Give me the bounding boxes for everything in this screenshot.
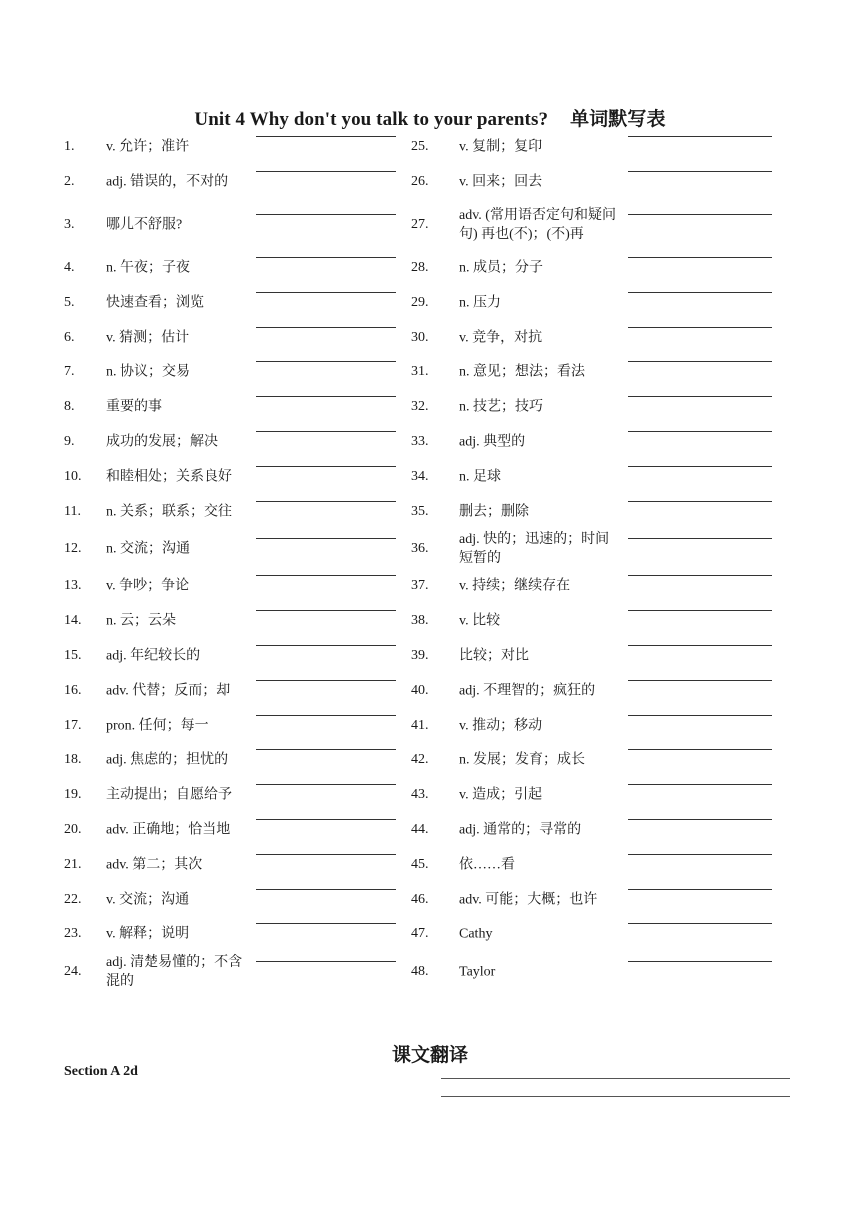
- translation-line[interactable]: [441, 1078, 790, 1079]
- vocab-column-left: [64, 130, 400, 992]
- answer-blank[interactable]: [628, 361, 772, 362]
- item-definition: n. 交流；沟通: [106, 541, 190, 557]
- vocab-row: [64, 708, 400, 743]
- vocab-row: [64, 320, 400, 355]
- item-definition: 和睦相处；关系良好: [106, 469, 232, 485]
- item-number: 9.: [64, 433, 75, 449]
- answer-blank[interactable]: [256, 784, 396, 785]
- item-definition: Cathy: [459, 926, 493, 942]
- item-definition: n. 技艺；技巧: [459, 399, 543, 415]
- answer-blank[interactable]: [628, 396, 772, 397]
- item-number: 22.: [64, 891, 82, 907]
- vocab-row: [64, 130, 400, 165]
- answer-blank[interactable]: [628, 327, 772, 328]
- vocab-row: [411, 673, 776, 708]
- item-number: 41.: [411, 717, 429, 733]
- answer-blank[interactable]: [628, 923, 772, 924]
- vocab-row: [411, 639, 776, 674]
- vocab-column-right: [411, 130, 776, 992]
- vocab-row: [64, 494, 400, 529]
- answer-blank[interactable]: [628, 538, 772, 539]
- vocab-row: [64, 529, 400, 569]
- vocab-row: [64, 673, 400, 708]
- item-number: 29.: [411, 294, 429, 310]
- item-definition: 哪儿不舒服?: [106, 217, 183, 233]
- item-number: 7.: [64, 364, 75, 380]
- vocab-row: [64, 251, 400, 286]
- vocab-row: [411, 355, 776, 390]
- item-number: 19.: [64, 787, 82, 803]
- answer-blank[interactable]: [628, 680, 772, 681]
- item-number: 45.: [411, 856, 429, 872]
- vocab-row: [411, 569, 776, 604]
- answer-blank[interactable]: [256, 575, 396, 576]
- answer-blank[interactable]: [628, 889, 772, 890]
- answer-blank[interactable]: [628, 466, 772, 467]
- vocab-row: [411, 952, 776, 992]
- item-number: 34.: [411, 468, 429, 484]
- answer-blank[interactable]: [628, 961, 772, 962]
- answer-blank[interactable]: [628, 715, 772, 716]
- vocab-row: [411, 743, 776, 778]
- answer-blank[interactable]: [628, 610, 772, 611]
- answer-blank[interactable]: [256, 257, 396, 258]
- item-number: 47.: [411, 926, 429, 942]
- item-definition: adv. 可能；大概；也许: [459, 892, 598, 908]
- item-definition: 快速查看；浏览: [106, 295, 204, 311]
- vocab-row: [411, 847, 776, 882]
- item-number: 28.: [411, 259, 429, 275]
- answer-blank[interactable]: [256, 361, 396, 362]
- item-definition: adj. 通常的；寻常的: [459, 822, 582, 838]
- answer-blank[interactable]: [256, 431, 396, 432]
- answer-blank[interactable]: [628, 292, 772, 293]
- vocab-row: [411, 425, 776, 460]
- item-definition: n. 成员；分子: [459, 260, 543, 276]
- item-definition: v. 比较: [459, 613, 501, 629]
- item-definition: n. 关系；联系；交往: [106, 504, 232, 520]
- item-number: 8.: [64, 399, 75, 415]
- item-definition: v. 交流；沟通: [106, 892, 190, 908]
- item-definition: adj. 不理智的；疯狂的: [459, 683, 596, 699]
- answer-blank[interactable]: [628, 645, 772, 646]
- vocab-row: [64, 604, 400, 639]
- vocab-row: [411, 251, 776, 286]
- vocab-row: [411, 320, 776, 355]
- vocab-row: [411, 882, 776, 917]
- vocab-row: [64, 165, 400, 200]
- answer-blank[interactable]: [256, 171, 396, 172]
- page-title: [0, 104, 860, 131]
- item-definition: adv. 第二；其次: [106, 857, 203, 873]
- answer-blank[interactable]: [256, 538, 396, 539]
- vocab-row: [411, 200, 776, 251]
- answer-blank[interactable]: [256, 923, 396, 924]
- title-english: Unit 4 Why don't you talk to your parents?: [194, 109, 549, 130]
- item-definition: n. 协议；交易: [106, 364, 190, 380]
- item-number: 40.: [411, 682, 429, 698]
- item-number: 14.: [64, 613, 82, 629]
- item-definition: v. 造成；引起: [459, 787, 543, 803]
- answer-blank[interactable]: [628, 136, 772, 137]
- vocab-row: [64, 425, 400, 460]
- vocab-row: [64, 355, 400, 390]
- vocab-row: [411, 285, 776, 320]
- item-definition: adj. 清楚易懂的；不含混的: [106, 954, 243, 989]
- item-definition: adj. 典型的: [459, 434, 526, 450]
- section-label: Section A 2d: [64, 1064, 138, 1079]
- vocab-row: [64, 952, 400, 992]
- vocab-row: [411, 529, 776, 569]
- item-number: 18.: [64, 752, 82, 768]
- item-definition: n. 云；云朵: [106, 613, 176, 629]
- item-definition: v. 推动；移动: [459, 718, 543, 734]
- item-definition: n. 压力: [459, 295, 501, 311]
- item-definition: 重要的事: [106, 399, 162, 415]
- vocab-row: [411, 459, 776, 494]
- item-number: 43.: [411, 787, 429, 803]
- item-definition: n. 发展；发育；成长: [459, 752, 585, 768]
- item-number: 5.: [64, 294, 75, 310]
- item-number: 27.: [411, 217, 429, 233]
- vocab-row: [64, 200, 400, 251]
- answer-blank[interactable]: [256, 327, 396, 328]
- answer-blank[interactable]: [628, 501, 772, 502]
- item-number: 26.: [411, 174, 429, 190]
- item-number: 10.: [64, 468, 82, 484]
- answer-blank[interactable]: [628, 819, 772, 820]
- item-definition: 依……看: [459, 857, 515, 873]
- vocab-row: [411, 917, 776, 952]
- vocab-row: [64, 569, 400, 604]
- vocab-row: [411, 778, 776, 813]
- item-number: 6.: [64, 329, 75, 345]
- item-number: 24.: [64, 963, 82, 979]
- item-number: 15.: [64, 647, 82, 663]
- item-number: 13.: [64, 578, 82, 594]
- item-definition: v. 持续；继续存在: [459, 578, 571, 594]
- vocab-row: [411, 813, 776, 848]
- answer-blank[interactable]: [628, 575, 772, 576]
- item-number: 17.: [64, 717, 82, 733]
- answer-blank[interactable]: [256, 292, 396, 293]
- item-definition: v. 允许；准许: [106, 139, 190, 155]
- item-definition: adv. 正确地；恰当地: [106, 822, 231, 838]
- item-number: 44.: [411, 821, 429, 837]
- vocab-row: [411, 708, 776, 743]
- item-definition: 主动提出；自愿给予: [106, 787, 232, 803]
- item-number: 32.: [411, 399, 429, 415]
- item-definition: n. 午夜；子夜: [106, 260, 190, 276]
- vocab-row: [64, 917, 400, 952]
- item-number: 3.: [64, 217, 75, 233]
- item-definition: adj. 年纪较长的: [106, 648, 201, 664]
- answer-blank[interactable]: [256, 854, 396, 855]
- item-number: 37.: [411, 578, 429, 594]
- title-chinese: 单词默写表: [570, 109, 666, 130]
- item-number: 16.: [64, 682, 82, 698]
- item-number: 21.: [64, 856, 82, 872]
- answer-blank[interactable]: [256, 749, 396, 750]
- item-definition: v. 回来；回去: [459, 174, 543, 190]
- item-number: 4.: [64, 259, 75, 275]
- item-number: 38.: [411, 613, 429, 629]
- answer-blank[interactable]: [256, 715, 396, 716]
- vocab-row: [411, 165, 776, 200]
- item-number: 1.: [64, 139, 75, 155]
- answer-blank[interactable]: [256, 645, 396, 646]
- answer-blank[interactable]: [256, 501, 396, 502]
- item-definition: 比较；对比: [459, 648, 529, 664]
- item-definition: adv. 代替；反而；却: [106, 683, 231, 699]
- item-definition: pron. 任何；每一: [106, 718, 209, 734]
- answer-blank[interactable]: [628, 171, 772, 172]
- vocab-row: [411, 604, 776, 639]
- answer-blank[interactable]: [256, 610, 396, 611]
- vocab-row: [64, 847, 400, 882]
- item-number: 11.: [64, 503, 81, 519]
- item-definition: adj. 快的；迅速的；时间短暂的: [459, 531, 610, 566]
- vocab-row: [64, 285, 400, 320]
- item-definition: n. 足球: [459, 469, 501, 485]
- vocab-row: [64, 743, 400, 778]
- answer-blank[interactable]: [256, 136, 396, 137]
- item-definition: v. 竞争，对抗: [459, 330, 543, 346]
- item-number: 33.: [411, 433, 429, 449]
- answer-blank[interactable]: [628, 431, 772, 432]
- vocab-row: [411, 130, 776, 165]
- item-definition: adv. (常用语否定句和疑问句) 再也(不)；(不)再: [459, 208, 616, 243]
- item-definition: 删去；删除: [459, 504, 529, 520]
- item-number: 30.: [411, 329, 429, 345]
- vocab-row: [64, 390, 400, 425]
- answer-blank[interactable]: [628, 784, 772, 785]
- item-number: 20.: [64, 821, 82, 837]
- answer-blank[interactable]: [628, 749, 772, 750]
- item-definition: Taylor: [459, 964, 496, 980]
- item-number: 46.: [411, 891, 429, 907]
- vocab-row: [64, 459, 400, 494]
- item-definition: v. 解释；说明: [106, 926, 190, 942]
- vocab-row: [411, 390, 776, 425]
- item-number: 2.: [64, 174, 75, 190]
- item-definition: adj. 焦虑的；担忧的: [106, 752, 229, 768]
- item-number: 23.: [64, 926, 82, 942]
- answer-blank[interactable]: [256, 680, 396, 681]
- vocab-row: [64, 639, 400, 674]
- item-number: 42.: [411, 752, 429, 768]
- answer-blank[interactable]: [256, 819, 396, 820]
- item-number: 36.: [411, 540, 429, 556]
- item-number: 31.: [411, 364, 429, 380]
- answer-blank[interactable]: [628, 854, 772, 855]
- translation-title: 课文翻译: [391, 1045, 468, 1066]
- answer-blank[interactable]: [256, 466, 396, 467]
- answer-blank[interactable]: [256, 396, 396, 397]
- vocab-row: [411, 494, 776, 529]
- item-number: 12.: [64, 540, 82, 556]
- item-definition: v. 复制；复印: [459, 139, 543, 155]
- vocab-row: [64, 882, 400, 917]
- item-number: 48.: [411, 963, 429, 979]
- item-number: 35.: [411, 503, 429, 519]
- item-definition: v. 争吵；争论: [106, 578, 190, 594]
- vocab-row: [64, 813, 400, 848]
- item-definition: adj. 错误的，不对的: [106, 174, 229, 190]
- answer-blank[interactable]: [628, 214, 772, 215]
- item-definition: n. 意见；想法；看法: [459, 364, 585, 380]
- answer-blank[interactable]: [256, 214, 396, 215]
- answer-blank[interactable]: [256, 961, 396, 962]
- item-number: 39.: [411, 647, 429, 663]
- item-definition: 成功的发展；解决: [106, 434, 218, 450]
- item-definition: v. 猜测；估计: [106, 330, 190, 346]
- vocab-row: [64, 778, 400, 813]
- answer-blank[interactable]: [628, 257, 772, 258]
- translation-line[interactable]: [441, 1096, 790, 1097]
- item-number: 25.: [411, 139, 429, 155]
- answer-blank[interactable]: [256, 889, 396, 890]
